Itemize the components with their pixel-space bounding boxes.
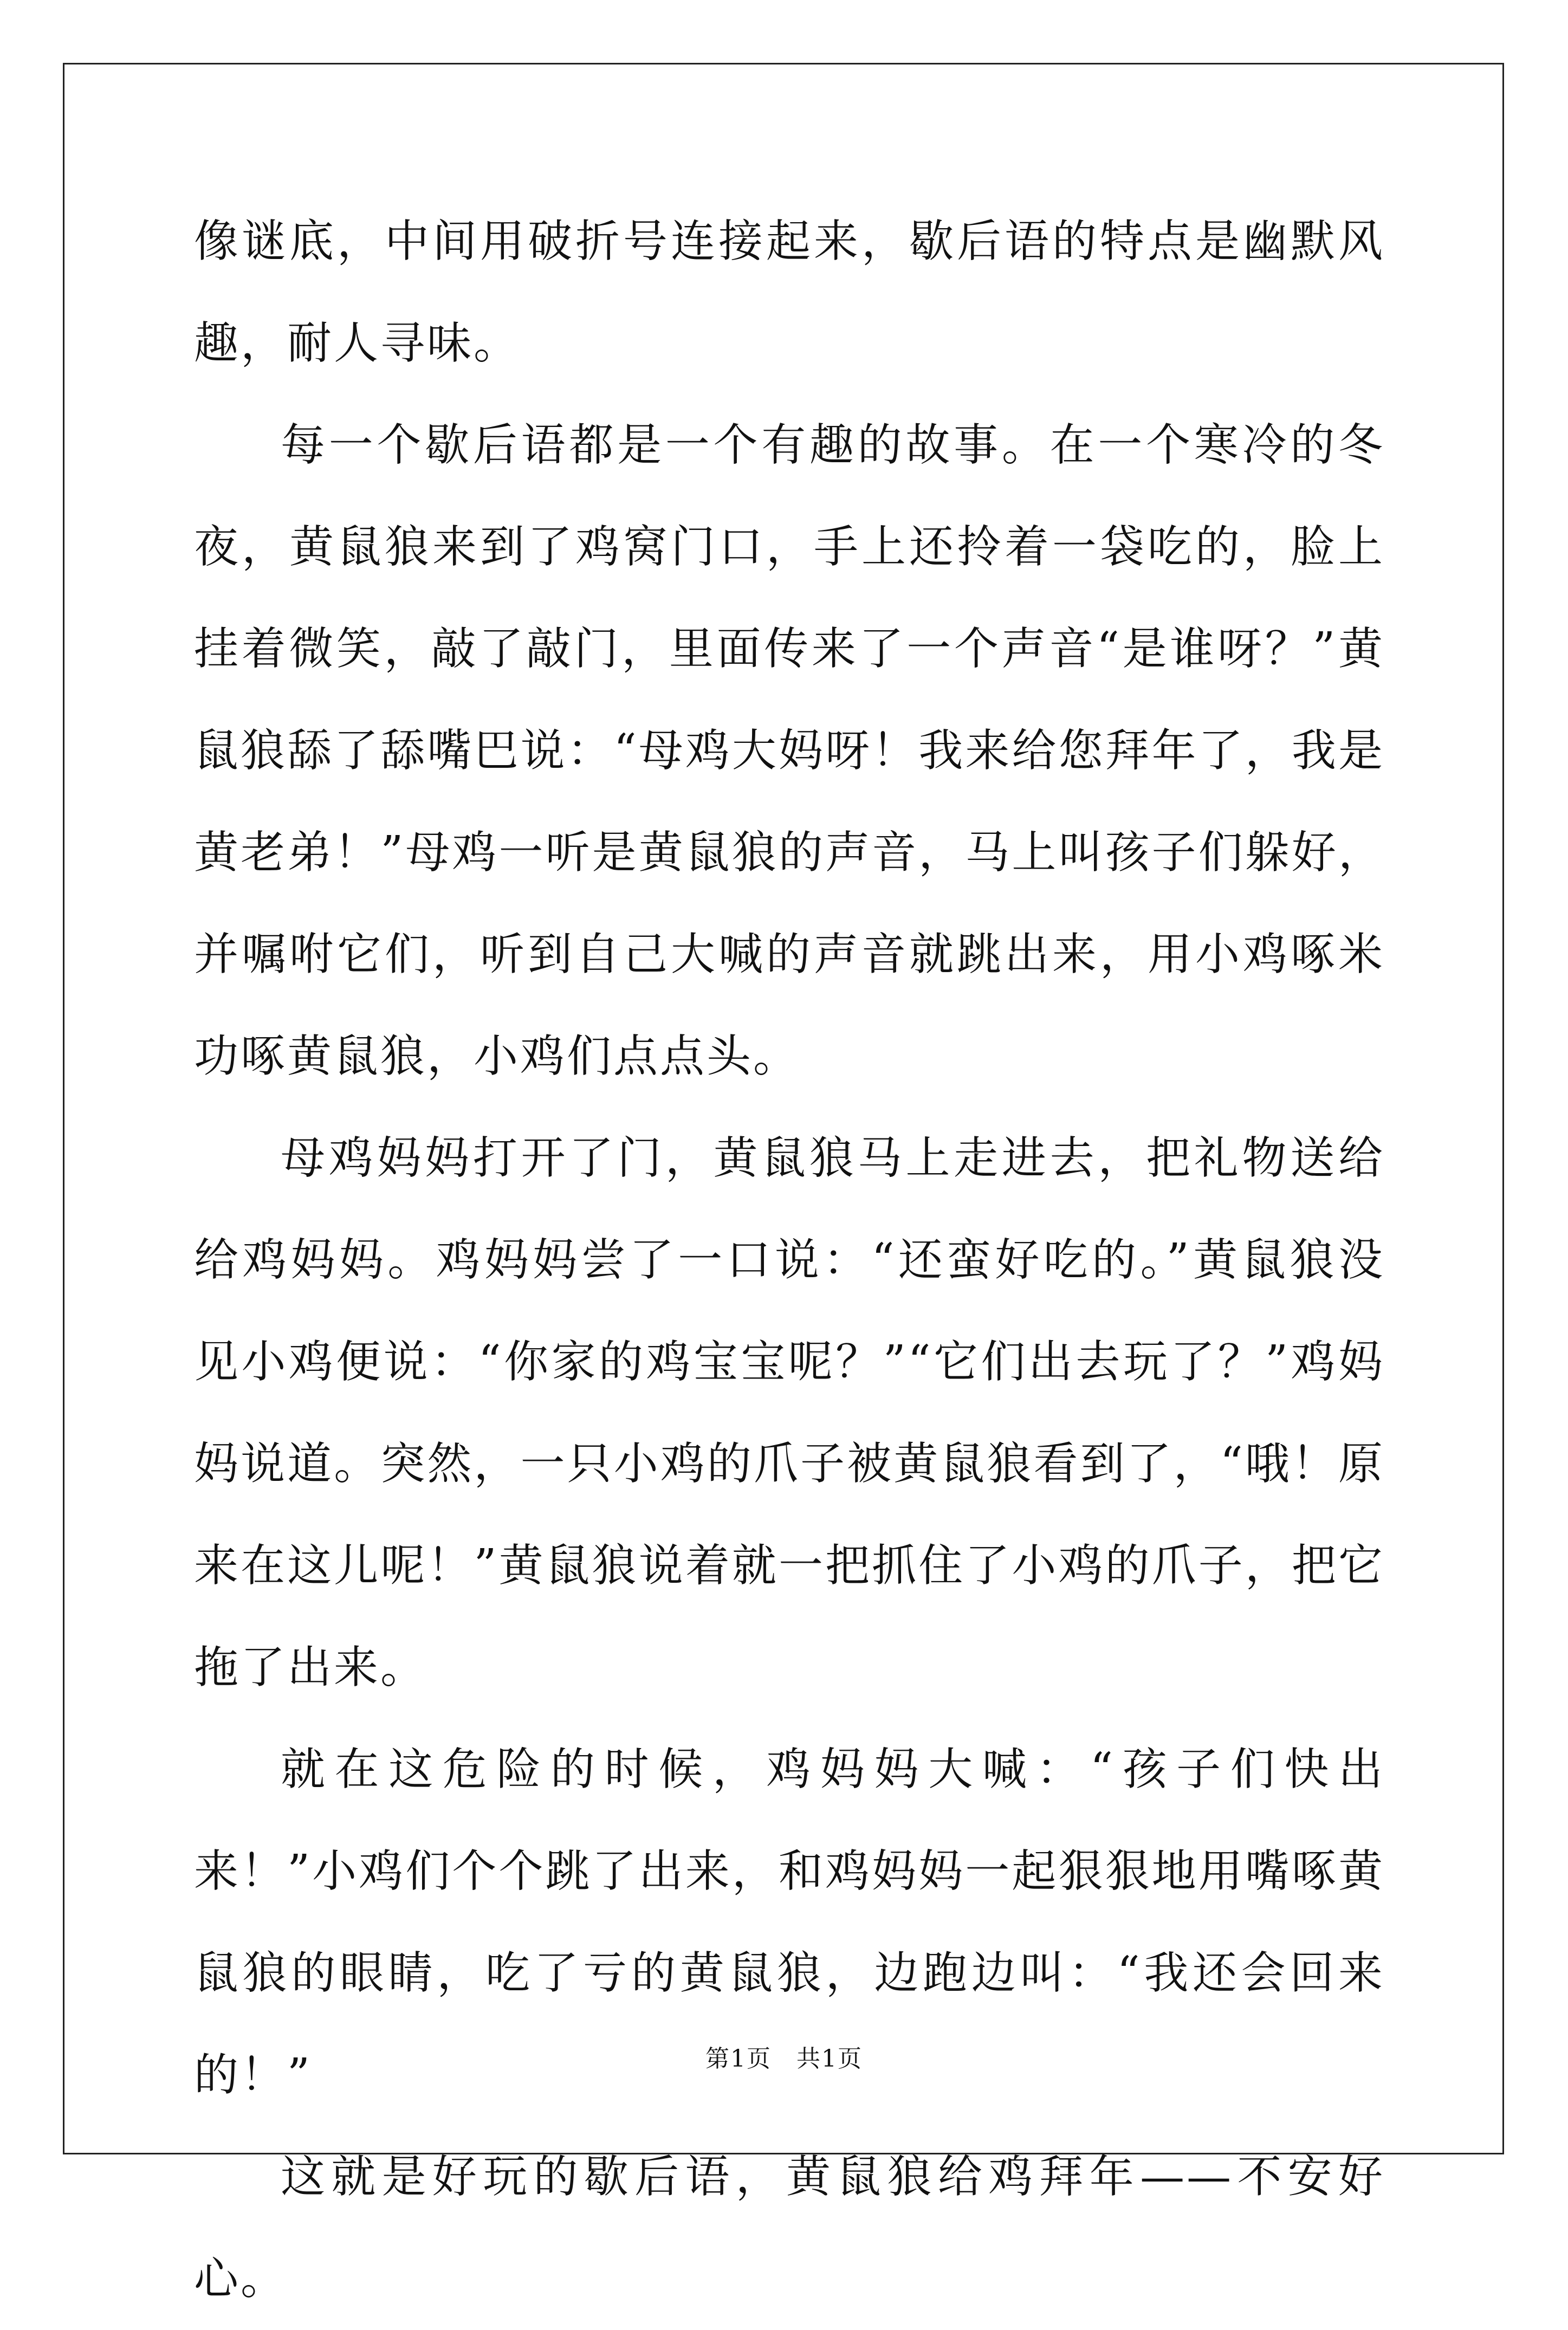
document-body	[194, 191, 1385, 2330]
paragraph-conclusion: 这就是好玩的歇后语，黄鼠狼给鸡拜年——不安好心。	[194, 2151, 1385, 2305]
paragraph-continuation: 像谜底，中间用破折号连接起来，歇后语的特点是幽默风趣，耐人寻味。	[194, 216, 1385, 369]
paragraph-story-intro: 每一个歇后语都是一个有趣的故事。在一个寒冷的冬夜，黄鼠狼来到了鸡窝门口，手上还拎着一袋吃的，脸上挂着微笑，敲了敲门，里面传来了一个声音“是谁呀？”黄鼠狼舔了舔嘴巴说：“母鸡大妈呀！我来给您拜年了，我是黄老弟！”母鸡一听是黄鼠狼的声音，马上叫孩子们躲好，并嘱咐它们，听到自己大喊的声音就跳出来，用小鸡啄米功啄黄鼠狼，小鸡们点点头。	[194, 419, 1385, 1082]
paragraph-story-middle: 母鸡妈妈打开了门，黄鼠狼马上走进去，把礼物送给给鸡妈妈。鸡妈妈尝了一口说：“还蛮好吃的。”黄鼠狼没见小鸡便说：“你家的鸡宝宝呢？”“它们出去玩了？”鸡妈妈说道。突然，一只小鸡的爪子被黄鼠狼看到了，“哦！原来在这儿呢！”黄鼠狼说着就一把抓住了小鸡的爪子，把它拖了出来。	[194, 1132, 1385, 1693]
page-number: 第1页 共1页	[705, 2045, 863, 2073]
paragraph-story-climax: 就在这危险的时候，鸡妈妈大喊：“孩子们快出来！”小鸡们个个跳了出来，和鸡妈妈一起狠狠地用嘴啄黄鼠狼的眼睛，吃了亏的黄鼠狼，边跑边叫：“我还会回来的！”	[194, 1744, 1385, 2101]
